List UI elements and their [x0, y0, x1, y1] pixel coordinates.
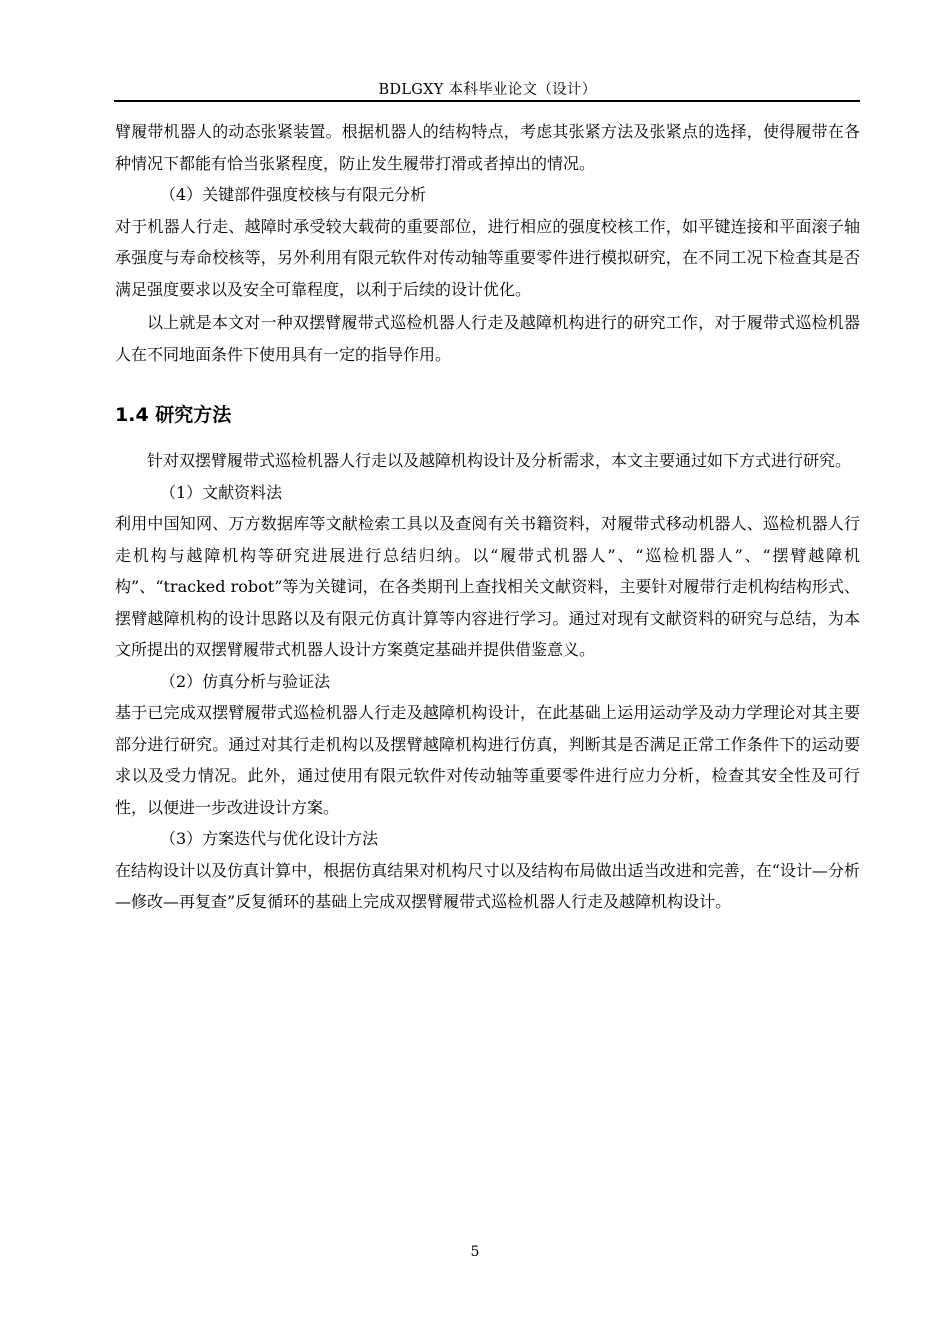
header-divider [114, 100, 860, 102]
paragraph-continuation: 臂履带机器人的动态张紧装置。根据机器人的结构特点，考虑其张紧方法及张紧点的选择，使得履带在各种情况下都能有恰当张紧程度，防止发生履带打滑或者掉出的情况。 [115, 122, 860, 173]
list-item-heading-4: （4）关键部件强度校核与有限元分析 [160, 185, 427, 204]
paragraph-literature: 利用中国知网、万方数据库等文献检索工具以及查阅有关书籍资料，对履带式移动机器人、巡检机器人行走机构与越障机构等研究进展进行总结归纳。以“履带式机器人”、“巡检机器人”、“摆臂越障机构”、“tracked robot”等为关键词，在各类期刊上查找相关文献资料，主要针对履带行走机构结构形式、摆臂越障机构的设计思路以及有限元仿真计算等内容进行学习。通过对现有文献资料的研究与总结，为本文所提出的双摆臂履带式机器人设计方案奠定基础并提供借鉴意义。 [115, 514, 860, 659]
page-number: 5 [470, 1244, 480, 1260]
paragraph-methods-intro: 针对双摆臂履带式巡检机器人行走以及越障机构设计及分析需求，本文主要通过如下方式进行研究。 [147, 451, 852, 470]
page-header: BDLGXY 本科毕业论文（设计） [378, 82, 597, 98]
method-heading-1: （1）文献资料法 [160, 482, 283, 502]
paragraph-strength-check: 对于机器人行走、越障时承受较大载荷的重要部位，进行相应的强度校核工作，如平键连接和平面滚子轴承强度与寿命校核等，另外利用有限元软件对传动轴等重要零件进行模拟研究，在不同工况下检查其是否满足强度要求以及安全可靠程度，以利于后续的设计优化。 [115, 216, 860, 299]
page-body [115, 116, 860, 918]
method-heading-2: （2）仿真分析与验证法 [160, 671, 331, 691]
section-heading: 1.4 研究方法 [115, 404, 232, 426]
paragraph-simulation: 基于已完成双摆臂履带式巡检机器人行走及越障机构设计，在此基础上运用运动学及动力学理论对其主要部分进行研究。通过对其行走机构以及摆臂越障机构进行仿真，判断其是否满足正常工作条件下的运动要求以及受力情况。此外，通过使用有限元软件对传动轴等重要零件进行应力分析，检查其安全性及可行性，以便进一步改进设计方案。 [115, 703, 860, 817]
paragraph-summary: 以上就是本文对一种双摆臂履带式巡检机器人行走及越障机构进行的研究工作，对于履带式巡检机器人在不同地面条件下使用具有一定的指导作用。 [115, 313, 860, 364]
paragraph-iteration: 在结构设计以及仿真计算中，根据仿真结果对机构尺寸以及结构布局做出适当改进和完善，在“设计—分析—修改—再复查”反复循环的基础上完成双摆臂履带式巡检机器人行走及越障机构设计。 [115, 860, 860, 911]
method-heading-3: （3）方案迭代与优化设计方法 [160, 829, 379, 848]
